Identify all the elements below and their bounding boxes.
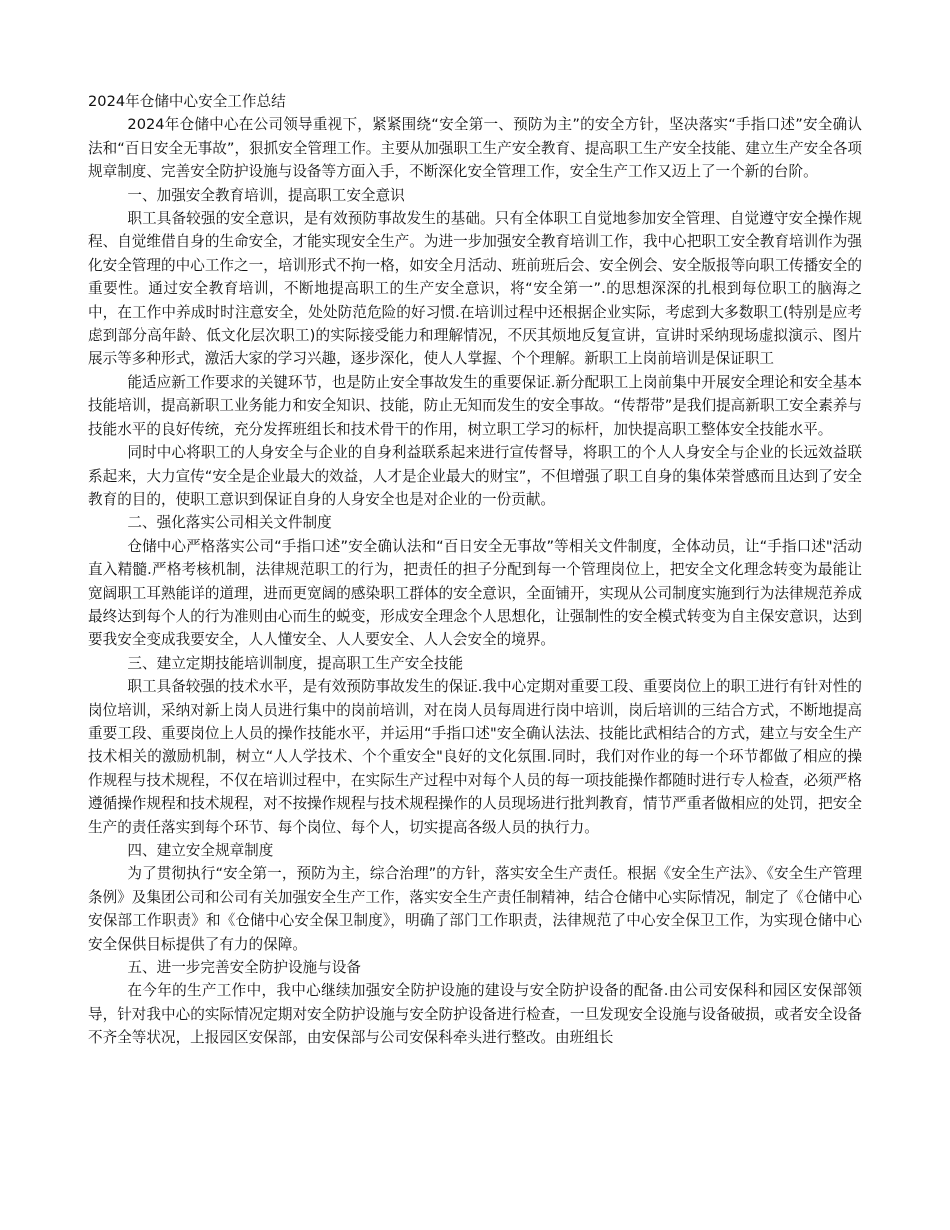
paragraph: 职工具备较强的技术水平，是有效预防事故发生的保证.我中心定期对重要工段、重要岗位上的职工进行有针对性的岗位培训，采纳对新上岗人员进行集中的岗前培训，对在岗人员每周进行岗中培训，岗后培训的三结合方式，不断地提高重要工段、重要岗位上人员的操作技能水平，并运用“手指口述"安全确认法法、技能比武相结合的方式，建立与安全生产技术相关的激励机制，树立“人人学技术、个个重安全"良好的文化氛围.同时，我们对作业的每一个环节都做了相应的操作规程与技术规程，不仅在培训过程中，在实际生产过程中对每个人员的每一项技能操作都随时进行专人检查，必须严格遵循操作规程和技术规程，对不按操作规程与技术规程操作的人员现场进行批判教育，情节严重者做相应的处罚，把安全生产的责任落实到每个环节、每个岗位、每个人，切实提高各级人员的执行力。 (88, 678, 862, 836)
document-body (88, 113, 862, 1049)
paragraph: 仓储中心严格落实公司“手指口述”安全确认法和“百日安全无事故”等相关文件制度，全体动员，让“手指口述"活动直入精髓.严格考核机制，法律规范职工的行为，把责任的担子分配到每一个管理岗位上，把安全文化理念转变为最能让宽阔职工耳熟能详的道理，进而更宽阔的感染职工群体的安全意识，全面铺开，实现从公司制度实施到行为法律规范养成最终达到每个人的行为准则由心而生的蜕变，形成安全理念个人思想化，让强制性的安全模式转变为自主保安意识，达到要我安全变成我要安全，人人懂安全、人人要安全、人人会安全的境界。 (88, 537, 862, 649)
section-heading: 三、建立定期技能培训制度，提高职工生产安全技能 (127, 654, 464, 672)
document-page (88, 90, 862, 1050)
paragraph: 为了贯彻执行“安全第一，预防为主，综合治理”的方针，落实安全生产责任。根据《安全生产法》、《安全生产管理条例》及集团公司和公司有关加强安全生产工作，落实安全生产责任制精神，结合仓储中心实际情况，制定了《仓储中心安保部工作职责》和《仓储中心安全保卫制度》，明确了部门工作职责，法律规范了中心安全保卫工作，为实现仓储中心安全保供目标提供了有力的保障。 (88, 865, 862, 953)
paragraph: 在今年的生产工作中，我中心继续加强安全防护设施的建设与安全防护设备的配备.由公司安保科和园区安保部领导，针对我中心的实际情况定期对安全防护设施与安全防护设备进行检查，一旦发现安全设施与设备破损，或者安全设备不齐全等状况，上报园区安保部，由安保部与公司安保科牵头进行整改。由班组长 (88, 982, 862, 1047)
section-heading: 一、加强安全教育培训，提高职工安全意识 (127, 186, 405, 204)
section-heading: 二、强化落实公司相关文件制度 (127, 514, 332, 532)
paragraph: 同时中心将职工的人身安全与企业的自身利益联系起来进行宣传督导，将职工的个人人身安全与企业的长远效益联系起来，大力宣传“安全是企业最大的效益，人才是企业最大的财宝”，不但增强了职工自身的集体荣誉感而且达到了安全教育的目的，使职工意识到保证自身的人身安全也是对企业的一份贡献。 (88, 444, 863, 508)
paragraph: 能适应新工作要求的关键环节，也是防止安全事故发生的重要保证.新分配职工上岗前集中开展安全理论和安全基本技能培训，提高新职工业务能力和安全知识、技能，防止无知而发生的安全事故。“传帮带”是我们提高新职工安全素养与技能水平的良好传统，充分发挥班组长和技术骨干的作用，树立职工学习的标杆，加快提高职工整体安全技能水平。 (88, 373, 863, 438)
paragraph: 职工具备较强的安全意识，是有效预防事故发生的基础。只有全体职工自觉地参加安全管理、自觉遵守安全操作规程、自觉维借自身的生命安全，才能实现安全生产。为进一步加强安全教育培训工作，我中心把职工安全教育培训作为强化安全管理的中心工作之一，培训形式不拘一格，如安全月活动、班前班后会、安全例会、安全版报等向职工传播安全的重要性。通过安全教育培训，不断地提高职工的生产安全意识，将“安全第一”.的思想深深的扎根到每位职工的脑海之中，在工作中养成时时注意安全，处处防范危险的好习惯.在培训过程中还根据企业实际，考虑到大多数职工(特别是应考虑到部分高年龄、低文化层次职工)的实际接受能力和理解情况，不厌其烦地反复宣讲，宣讲时采纳现场虚拟演示、图片展示等多种形式，激活大家的学习兴趣，逐步深化，使人人掌握、个个理解。新职工上岗前培训是保证职工 (88, 210, 862, 368)
paragraph: 2024年仓储中心在公司领导重视下，紧紧围绕“安全第一、预防为主”的安全方针，坚决落实“手指口述”安全确认法和“百日安全无事故”，狠抓安全管理工作。主要从加强职工生产安全教育、提高职工生产安全技能、建立生产安全各项规章制度、完善安全防护设施与设备等方面入手，不断深化安全管理工作，安全生产工作又迈上了一个新的台阶。 (88, 116, 863, 181)
document-title: 2024年仓储中心安全工作总结 (88, 93, 286, 110)
section-heading: 四、建立安全规章制度 (127, 842, 274, 859)
section-heading: 五、进一步完善安全防护设施与设备 (127, 959, 361, 977)
